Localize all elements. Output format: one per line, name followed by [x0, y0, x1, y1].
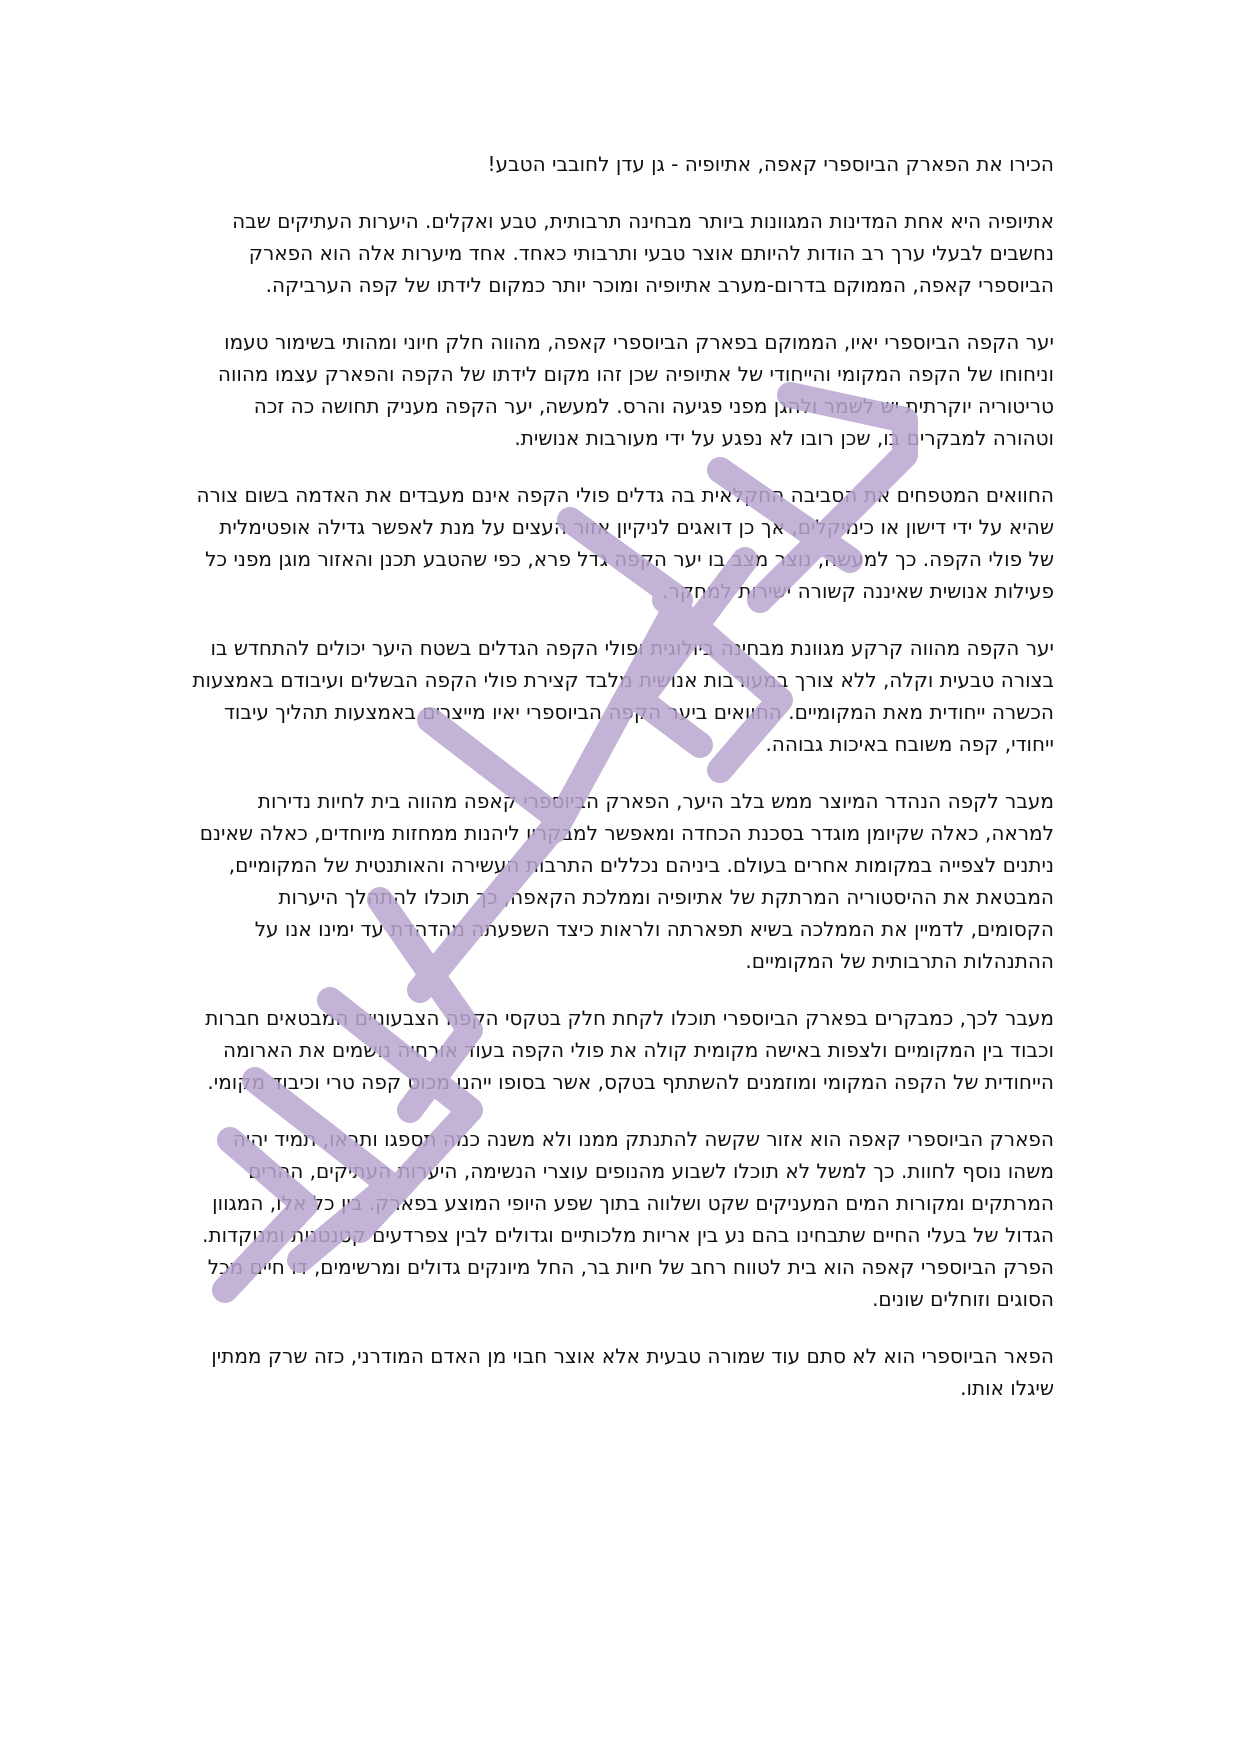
paragraph: מעבר לקפה הנהדר המיוצר ממש בלב היער, הפארק הביוספרי קאפה מהווה בית לחיות נדירות למראה, כאלה שקיומן מוגדר בסכנת הכחדה ומאפשר למבקריו ליהנות ממחזות מיוחדים, כאלה שאינם ניתנים לצפייה במקומות אחרים בעולם. ביניהם נכללים התרבות העשירה והאותנטית של המקומיים, המבטאת את ההיסטוריה המרתקת של אתיופיה וממלכת הקאפה, כך תוכלו להתהלך היערות הקסומים, לדמיין את הממלכה בשיא תפארתה ולראות כיצד השפעתה מהדהדת עד ימינו אנו על ההתנהלות התרבותית של המקומיים. [199, 789, 1054, 973]
paragraph: אתיופיה היא אחת המדינות המגוונות ביותר מבחינה תרבותית, טבע ואקלים. היערות העתיקים שבה נחשבים לבעלי ערך רב הודות להיותם אוצר טבעי ותרבותי כאחד. אחד מיערות אלה הוא הפארק הביוספרי קאפה, הממוקם בדרום-מערב אתיופיה ומוכר יותר כמקום לידתו של קפה הערביקה. [232, 209, 1054, 297]
paragraph: יער הקפה מהווה קרקע מגוונת מבחינה ביולוגית ופולי הקפה הגדלים בשטח היער יכולים להתחדש בו בצורה טבעית וקלה, ללא צורך במעורבות אנושית מלבד קצירת פולי הקפה הבשלים ועיבודם באמצעות הכשרה ייחודית מאת המקומיים. החוואים ביער הקפה הביוספרי יאיו מייצרים באמצעות תהליך עיבוד ייחודי, קפה משובח באיכות גבוהה. [192, 636, 1054, 756]
document-title: הכירו את הפארק הביוספרי קאפה, אתיופיה - גן עדן לחובבי הטבע! [487, 152, 1054, 176]
paragraph: הפאר הביוספרי הוא לא סתם עוד שמורה טבעית אלא אוצר חבוי מן האדם המודרני, כזה שרק ממתין שיגלו אותו. [211, 1344, 1054, 1400]
document-body [192, 148, 1054, 1429]
paragraph: הפארק הביוספרי קאפה הוא אזור שקשה להתנתק ממנו ולא משנה כמה תספגו ותראו, תמיד יהיה משהו נוסף לחוות. כך למשל לא תוכלו לשבוע מהנופים עוצרי הנשימה, היערות העתיקים, ההרים המרתקים ומקורות המים המעניקים שקט ושלווה בתוך שפע היופי המוצע בפארק. בין כל אלו, המגוון הגדול של בעלי החיים שתבחינו בהם נע בין אריות מלכותיים וגדולים לבין צפרדעים קטנטנות ומנוקדות. הפרק הביוספרי קאפה הוא בית לטווח רחב של חיות בר, החל מיונקים גדולים ומרשימים, דו חיים מכל הסוגים וזוחלים שונים. [202, 1127, 1054, 1311]
paragraph: החוואים המטפחים את הסביבה החקלאית בה גדלים פולי הקפה אינם מעבדים את האדמה בשום צורה שהיא על ידי דישון או כימיקלים, אך כן דואגים לניקיון אזור העצים על מנת לאפשר גדילה אופטימלית של פולי הקפה. כך למעשה, נוצר מצב בו יער הקפה גדל פרא, כפי שהטבע תכנן והאזור מוגן מפני כל פעילות אנושית שאיננה קשורה ישירות למחקר. [196, 483, 1054, 603]
paragraph: מעבר לכך, כמבקרים בפארק הביוספרי תוכלו לקחת חלק בטקסי הקפה הצבעוניים המבטאים חברות וכבוד בין המקומיים ולצפות באישה מקומית קולה את פולי הקפה בעוד אורחיה נושמים את הארומה הייחודית של הקפה המקומי ומוזמנים להשתתף בטקס, אשר בסופו ייהנו מכוס קפה טרי וכיבוד מקומי. [205, 1006, 1054, 1094]
paragraph: יער הקפה הביוספרי יאיו, הממוקם בפארק הביוספרי קאפה, מהווה חלק חיוני ומהותי בשימור טעמו וניחוחו של הקפה המקומי והייחודי של אתיופיה שכן זהו מקום לידתו של הקפה והפארק עצמו מהווה טריטוריה יוקרתית יש לשמר ולהגן מפני פגיעה והרס. למעשה, יער הקפה מעניק תחושה כה זכה וטהורה למבקרים בו, שכן רובו לא נפגע על ידי מעורבות אנושית. [217, 330, 1054, 450]
